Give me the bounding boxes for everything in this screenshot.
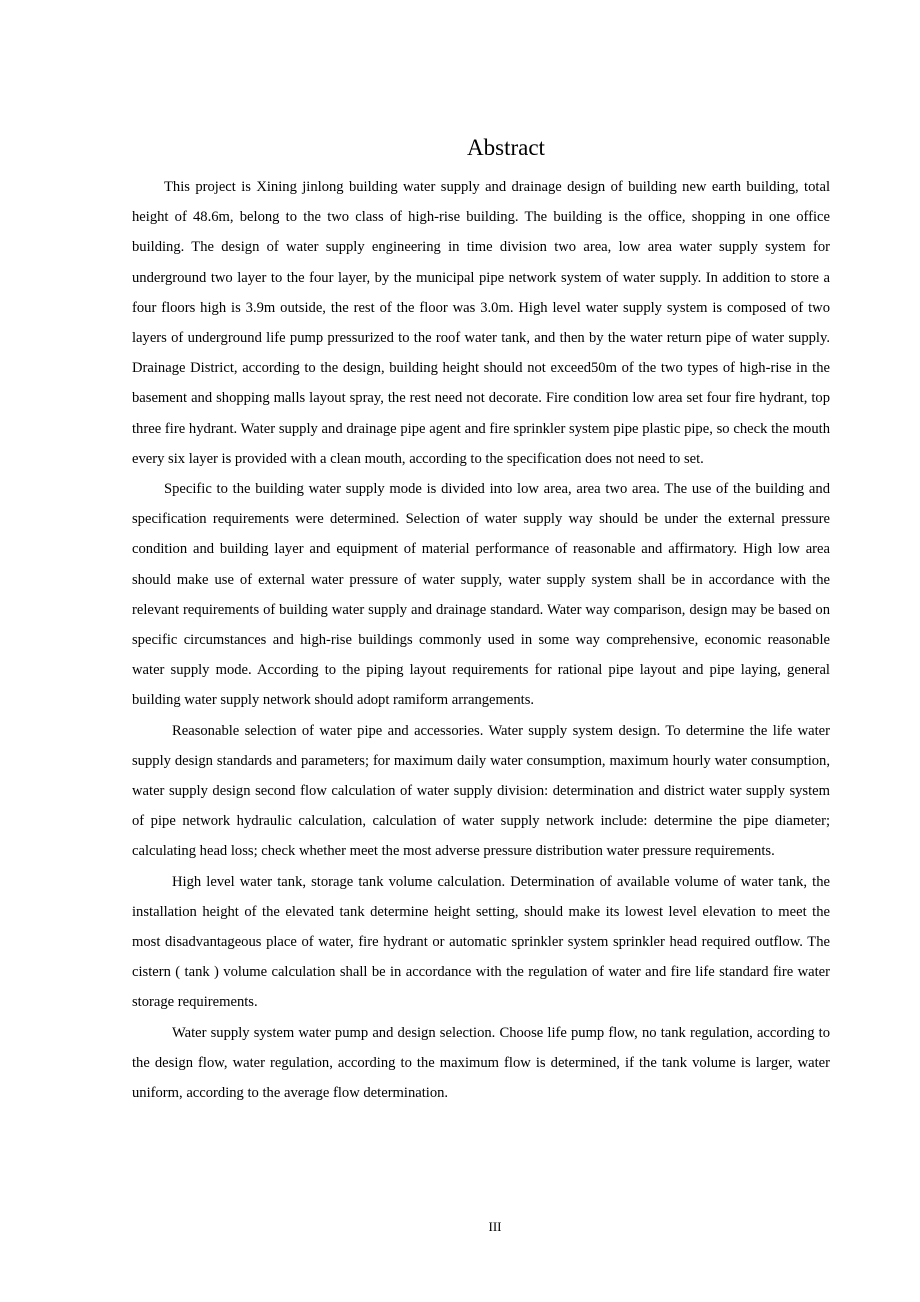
abstract-title: Abstract: [467, 135, 545, 160]
page-number: III: [488, 1219, 502, 1234]
paragraph-3: Reasonable selection of water pipe and accessories. Water supply system design. To determine the life water supply design standards and parameters; for maximum daily water consumption, maximum hourly water consumption, water supply design second flow calculation of water supply division: determination and district water supply system of pipe network hydraulic calculation, calculation of water supply network include: determine the pipe diameter; calculating head loss; check whether meet the most adverse pressure distribution water pressure requirements.: [132, 722, 830, 860]
paragraph-2: Specific to the building water supply mode is divided into low area, area two area. The use of the building and specification requirements were determined. Selection of water supply way should be under the external pressure condition and building layer and equipment of material performance of reasonable and affirmatory. High low area should make use of external water pressure of water supply, water supply system shall be in accordance with the relevant requirements of building water supply and drainage standard. Water way comparison, design may be based on specific circumstances and high-rise buildings commonly used in some way comprehensive, economic reasonable water supply mode. According to the piping layout requirements for rational pipe layout and pipe laying, general building water supply network should adopt ramiform arrangements.: [132, 481, 830, 709]
paragraph-1: This project is Xining jinlong building water supply and drainage design of building new earth building, total height of 48.6m, belong to the two class of high-rise building. The building is the office, shopping in one office building. The design of water supply engineering in time division two area, low area water supply system for underground two layer to the four layer, by the municipal pipe network system of water supply. In addition to store a four floors high is 3.9m outside, the rest of the floor was 3.0m. High level water supply system is composed of two layers of underground life pump pressurized to the roof water tank, and then by the water return pipe of water supply. Drainage District, according to the design, building height should not exceed50m of the two types of high-rise in the basement and shopping malls layout spray, the rest need not decorate. Fire condition low area set four fire hydrant, top three fire hydrant. Water supply and drainage pipe agent and fire sprinkler system pipe plastic pipe, so check the mouth every six layer is provided with a clean mouth, according to the specification does not need to set.: [132, 179, 830, 467]
paragraph-4: High level water tank, storage tank volume calculation. Determination of available volume of water tank, the installation height of the elevated tank determine height setting, should make its lowest level elevation to meet the most disadvantageous place of water, fire hydrant or automatic sprinkler system sprinkler head required outflow. The cistern ( tank ) volume calculation shall be in accordance with the regulation of water and fire life standard fire water storage requirements.: [132, 873, 830, 1011]
paragraph-5: Water supply system water pump and design selection. Choose life pump flow, no tank regulation, according to the design flow, water regulation, according to the maximum flow is determined, if the tank volume is larger, water uniform, according to the average flow determination.: [132, 1024, 830, 1102]
abstract-body: [132, 172, 830, 1108]
